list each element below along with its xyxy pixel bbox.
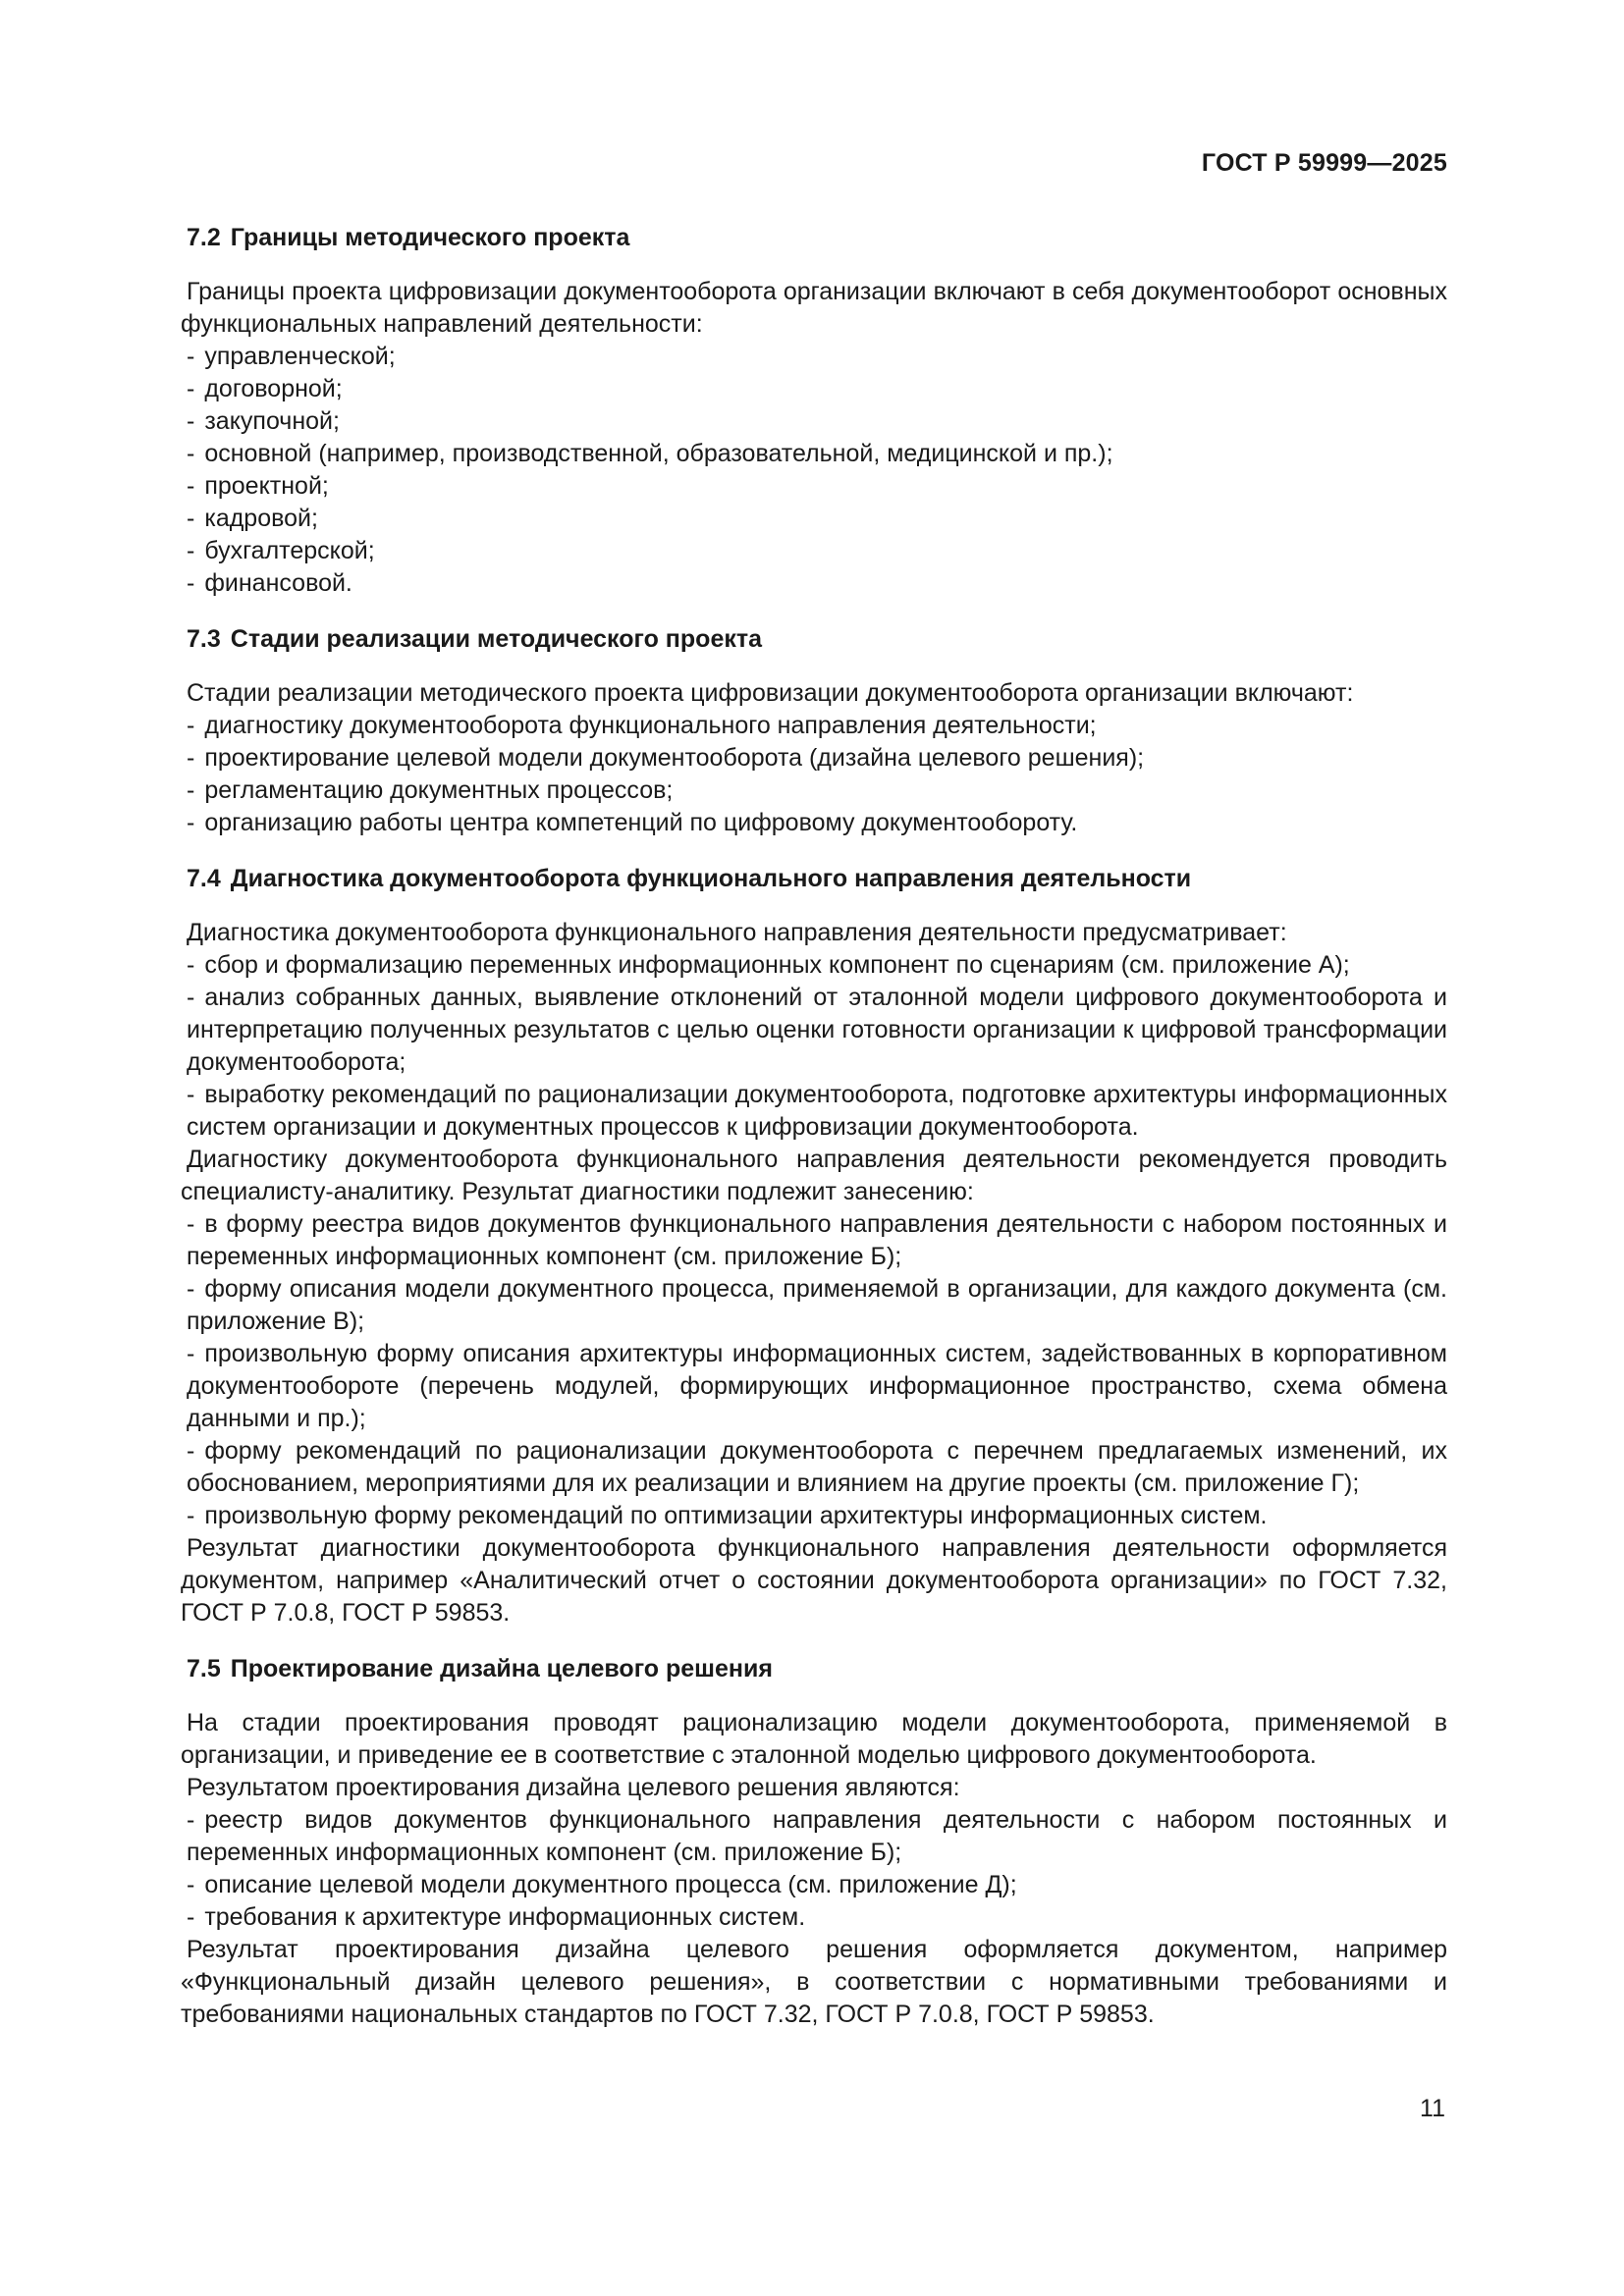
- list-item: - проектирование целевой модели документооборота (дизайна целевого решения);: [187, 744, 1145, 772]
- list-item: - сбор и формализацию переменных информационных компонент по сценариям (см. приложение А);: [187, 951, 1350, 979]
- list-item: - требования к архитектуре информационных систем.: [187, 1903, 806, 1931]
- list-item: - организацию работы центра компетенций по цифровому документообороту.: [187, 809, 1078, 836]
- page-number: 11: [1420, 2095, 1445, 2122]
- list-item: - бухгалтерской;: [187, 537, 375, 564]
- section-number: 7.4: [187, 865, 221, 892]
- list-item: - финансовой.: [187, 569, 352, 597]
- list-item: - регламентацию документных процессов;: [187, 776, 674, 804]
- list-item: - форму описания модели документного процесса, применяемой в организации, для каждого документа (см. приложение В);: [187, 1275, 1447, 1335]
- list-item: - реестр видов документов функционального направления деятельности с набором постоянных и переменных информационных компонент (см. приложение Б);: [187, 1806, 1447, 1866]
- list-item: - анализ собранных данных, выявление отклонений от эталонной модели цифрового документооборота и интерпретацию полученных результатов с целью оценки готовности организации к цифровой трансформации документооборота;: [187, 984, 1447, 1076]
- list-item: - закупочной;: [187, 407, 340, 435]
- section-title-text: Границы методического проекта: [230, 224, 630, 251]
- section-7-3-title: [181, 623, 1447, 656]
- list-item: - выработку рекомендаций по рационализации документооборота, подготовке архитектуры информационных систем организации и документных процессов к цифровизации документооборота.: [187, 1081, 1447, 1141]
- list-item: - в форму реестра видов документов функционального направления деятельности с набором постоянных и переменных информационных компонент (см. приложение Б);: [187, 1210, 1447, 1270]
- list-item: - кадровой;: [187, 505, 318, 532]
- section-number: 7.5: [187, 1655, 221, 1682]
- section-7-2-intro: Границы проекта цифровизации документооборота организации включают в себя документооборот основных функциональных направлений деятельности:: [181, 278, 1447, 338]
- document-code: ГОСТ Р 59999—2025: [1201, 149, 1447, 177]
- list-item: - проектной;: [187, 472, 329, 500]
- list-item: - договорной;: [187, 375, 343, 402]
- list-item: - управленческой;: [187, 343, 396, 370]
- list-item: - описание целевой модели документного процесса (см. приложение Д);: [187, 1871, 1017, 1898]
- section-7-4-paragraph: Диагностику документооборота функционального направления деятельности рекомендуется проводить специалисту-аналитику. Результат диагностики подлежит занесению:: [181, 1146, 1447, 1205]
- section-7-5-paragraph-2: Результатом проектирования дизайна целевого решения являются:: [187, 1774, 960, 1801]
- section-7-4-result: Результат диагностики документооборота функционального направления деятельности оформляется документом, например «Аналитический отчет о состоянии документооборота организации» по ГОСТ 7.32, ГОСТ Р 7.0.8, ГОСТ Р 59853.: [181, 1534, 1447, 1627]
- section-7-5-title: [181, 1653, 1447, 1685]
- list-item: - диагностику документооборота функционального направления деятельности;: [187, 712, 1097, 739]
- section-number: 7.3: [187, 625, 221, 653]
- document-body: [181, 222, 1447, 2031]
- section-7-5-list: [181, 1804, 1447, 1934]
- section-7-5-result: Результат проектирования дизайна целевого решения оформляется документом, например «Функциональный дизайн целевого решения», в соответствии с нормативными требованиями и требованиями национальных стандартов по ГОСТ 7.32, ГОСТ Р 7.0.8, ГОСТ Р 59853.: [181, 1936, 1447, 2028]
- section-7-2-list: [181, 341, 1447, 600]
- list-item: - произвольную форму рекомендаций по оптимизации архитектуры информационных систем.: [187, 1502, 1268, 1529]
- section-7-3-intro: Стадии реализации методического проекта цифровизации документооборота организации включают:: [187, 679, 1354, 707]
- section-7-4-intro: Диагностика документооборота функционального направления деятельности предусматривает:: [187, 919, 1287, 946]
- section-7-3-list: [181, 710, 1447, 839]
- section-title-text: Диагностика документооборота функционального направления деятельности: [230, 865, 1192, 892]
- section-7-2-title: [181, 222, 1447, 254]
- section-7-4-title: [181, 863, 1447, 895]
- list-item: - произвольную форму описания архитектуры информационных систем, задействованных в корпоративном документообороте (перечень модулей, формирующих информационное пространство, схема обмена данными и пр.);: [187, 1340, 1447, 1432]
- section-7-4-list: [181, 949, 1447, 1144]
- section-7-4-list-2: [181, 1208, 1447, 1532]
- section-title-text: Стадии реализации методического проекта: [230, 625, 763, 653]
- section-title-text: Проектирование дизайна целевого решения: [230, 1655, 773, 1682]
- section-number: 7.2: [187, 224, 221, 251]
- list-item: - основной (например, производственной, образовательной, медицинской и пр.);: [187, 440, 1113, 467]
- list-item: - форму рекомендаций по рационализации документооборота с перечнем предлагаемых изменений, их обоснованием, мероприятиями для их реализации и влиянием на другие проекты (см. приложение Г);: [187, 1437, 1447, 1497]
- section-7-5-paragraph-1: На стадии проектирования проводят рационализацию модели документооборота, применяемой в организации, и приведение ее в соответствие с эталонной моделью цифрового документооборота.: [181, 1709, 1447, 1769]
